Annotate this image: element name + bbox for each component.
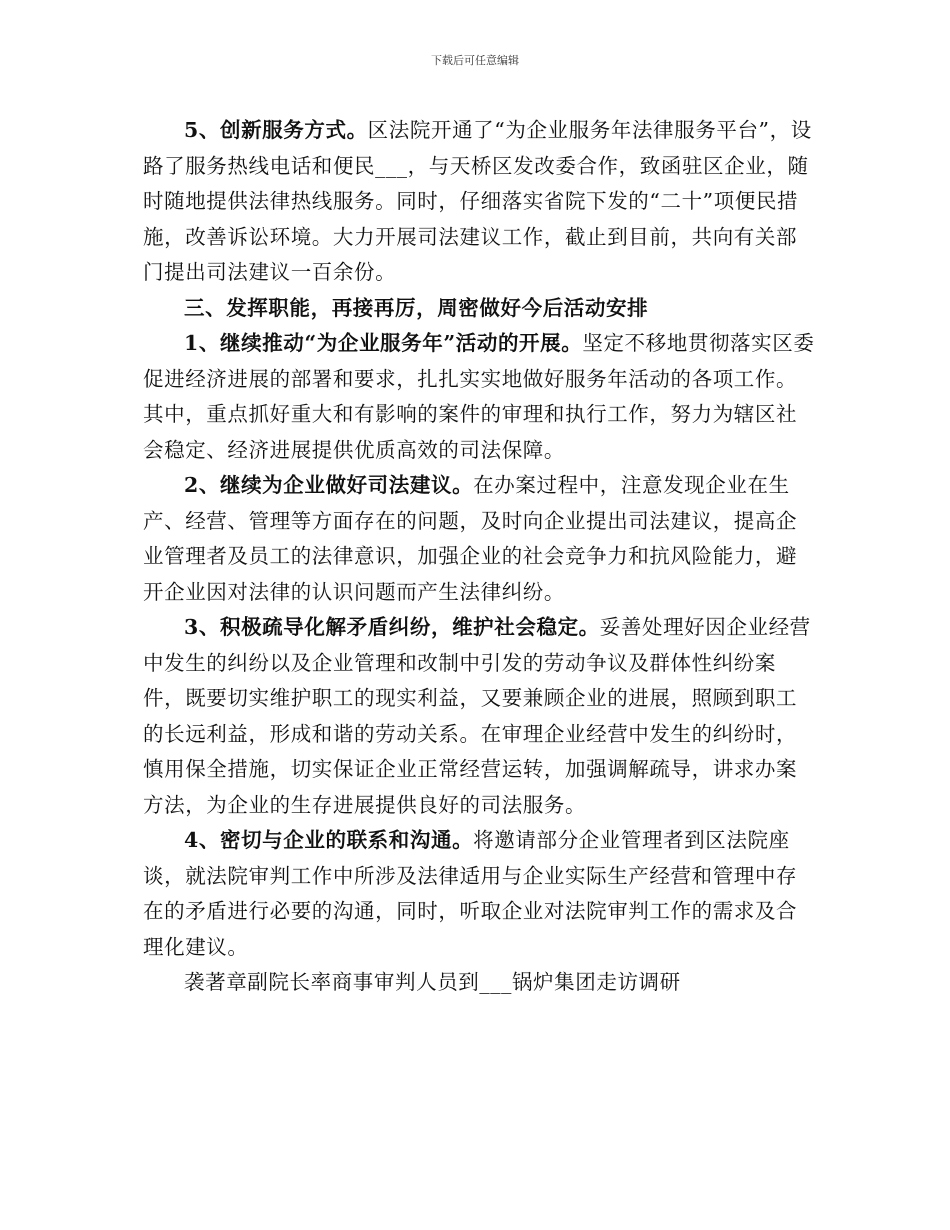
paragraph-5 — [143, 113, 815, 291]
paragraph-heading: 2、继续为企业做好司法建议。 — [184, 473, 474, 497]
paragraph-heading: 3、积极疏导化解矛盾纠纷，维护社会稳定。 — [184, 615, 600, 639]
section-heading — [143, 291, 815, 327]
paragraph-heading: 5、创新服务方式。 — [184, 118, 368, 142]
paragraph-4 — [143, 823, 815, 965]
page-header: 下载后可任意编辑 — [431, 54, 519, 67]
document-body — [143, 113, 815, 1001]
section-title: 三、发挥职能，再接再厉，周密做好今后活动安排 — [184, 295, 649, 320]
paragraph-text: 区法院开通了“为企业服务年法律服务平台”，设路了服务热线电话和便民___，与天桥区发改委合作，致函驻区企业，随时随地提供法律热线服务。同时，仔细落实省院下发的“二十”项便民措施，改善诉讼环境。大力开展司法建议工作，截止到目前，共向有关部门提出司法建议一百余份。 — [143, 118, 812, 284]
paragraph-text: 坚定不移地贯彻落实区委促进经济进展的部署和要求，扎扎实实地做好服务年活动的各项工作。其中，重点抓好重大和有影响的案件的审理和执行工作，努力为辖区社会稳定、经济进展提供优质高效的司法保障。 — [143, 331, 815, 462]
paragraph-text: 将邀请部分企业管理者到区法院座谈，就法院审判工作中所涉及法律适用与企业实际生产经营和管理中存在的矛盾进行必要的沟通，同时，听取企业对法院审判工作的需求及合理化建议。 — [143, 828, 798, 959]
paragraph-3 — [143, 610, 815, 823]
caption-text: 袭著章副院长率商事审判人员到___锅炉集团走访调研 — [184, 970, 681, 994]
paragraph-text: 妥善处理好因企业经营中发生的纠纷以及企业管理和改制中引发的劳动争议及群体性纠纷案件，既要切实维护职工的现实利益，又要兼顾企业的进展，照顾到职工的长远利益，形成和谐的劳动关系。在审理企业经营中发生的纠纷时，慎用保全措施，切实保证企业正常经营运转，加强调解疏导，讲求办案方法，为企业的生存进展提供良好的司法服务。 — [143, 615, 811, 817]
paragraph-heading: 1、继续推动“为企业服务年”活动的开展。 — [184, 331, 583, 355]
paragraph-2 — [143, 468, 815, 610]
paragraph-text: 在办案过程中，注意发现企业在生产、经营、管理等方面存在的问题，及时向企业提出司法建议，提高企业管理者及员工的法律意识，加强企业的社会竞争力和抗风险能力，避开企业因对法律的认识问题而产生法律纠纷。 — [143, 473, 798, 604]
paragraph-1 — [143, 326, 815, 468]
photo-caption — [143, 965, 815, 1001]
paragraph-heading: 4、密切与企业的联系和沟通。 — [184, 828, 474, 852]
